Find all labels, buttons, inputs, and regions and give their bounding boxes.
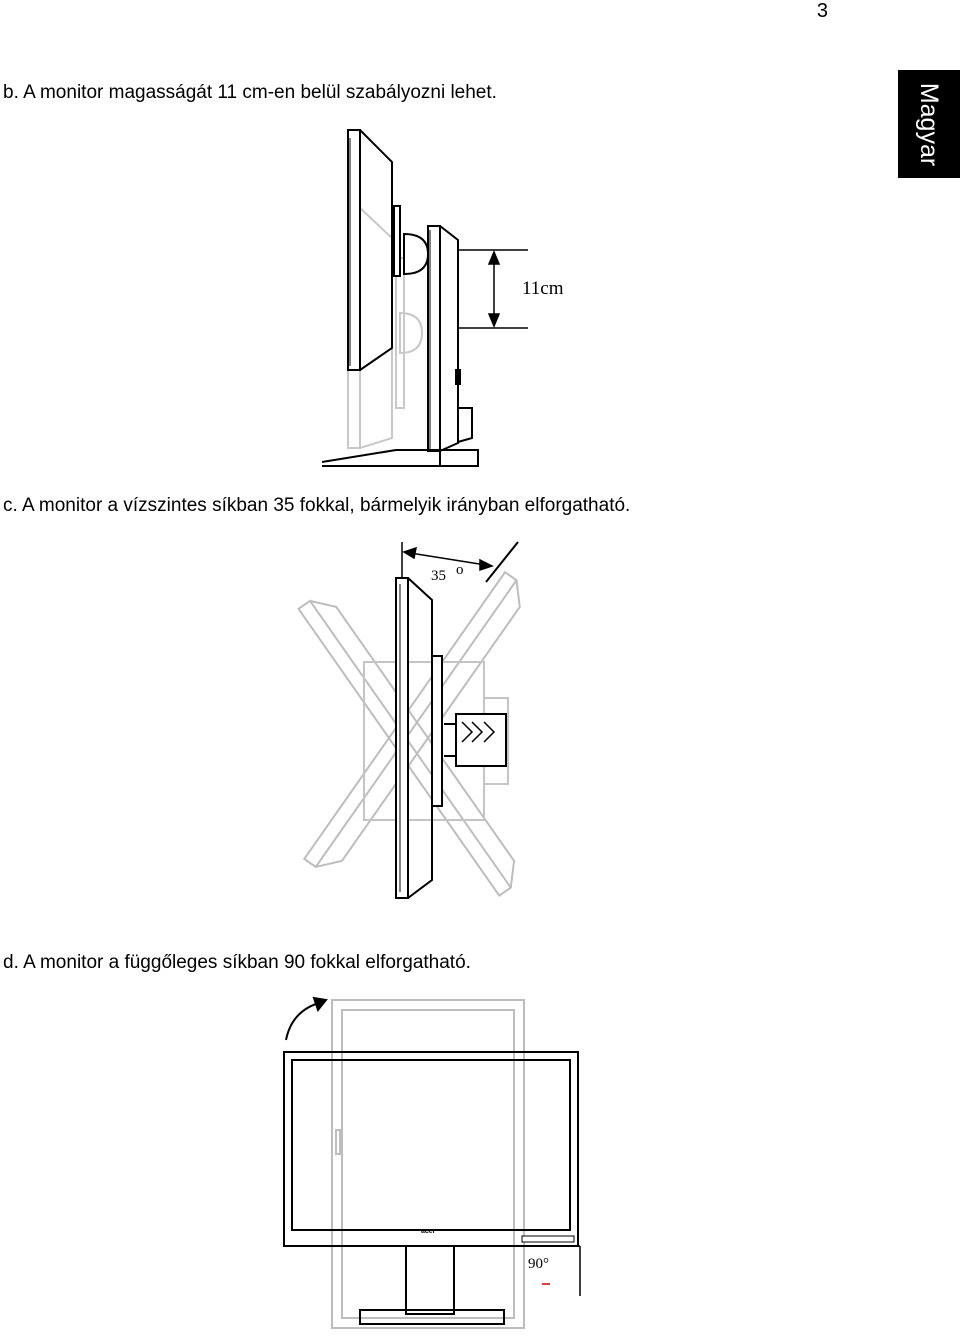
height-caption: b. A monitor magasságát 11 cm-en belül szabályozni lehet. — [3, 82, 497, 103]
language-tab-label: Magyar — [915, 82, 944, 166]
swivel-figure — [296, 538, 560, 938]
pivot-angle-label: 90° — [528, 1256, 549, 1272]
bezel-brand-logo: acer — [421, 1228, 436, 1235]
pivot-caption: d. A monitor a függőleges síkban 90 fokkal elforgatható. — [3, 952, 471, 973]
monitor-stand — [360, 1246, 504, 1328]
swivel-caption: c. A monitor a vízszintes síkban 35 fokkal, bármelyik irányban elforgatható. — [3, 495, 631, 516]
height-measure-label: 11cm — [522, 278, 564, 299]
swivel-angle-value: 35 — [431, 568, 446, 584]
language-tab — [898, 70, 960, 178]
page-number: 3 — [816, 0, 828, 22]
monitor-side — [348, 130, 428, 370]
monitor-landscape — [284, 1052, 578, 1246]
stand-column — [428, 226, 472, 451]
rotation-arrow-icon — [286, 998, 326, 1040]
swivel-angle-unit: o — [456, 562, 464, 578]
ghost-monitor-portrait — [332, 1000, 524, 1328]
pivot-figure — [264, 990, 604, 1332]
height-adjust-figure — [300, 108, 600, 474]
height-dimension-arrow — [458, 250, 528, 328]
monitor-top-view — [396, 578, 506, 898]
stand-base — [322, 450, 478, 466]
